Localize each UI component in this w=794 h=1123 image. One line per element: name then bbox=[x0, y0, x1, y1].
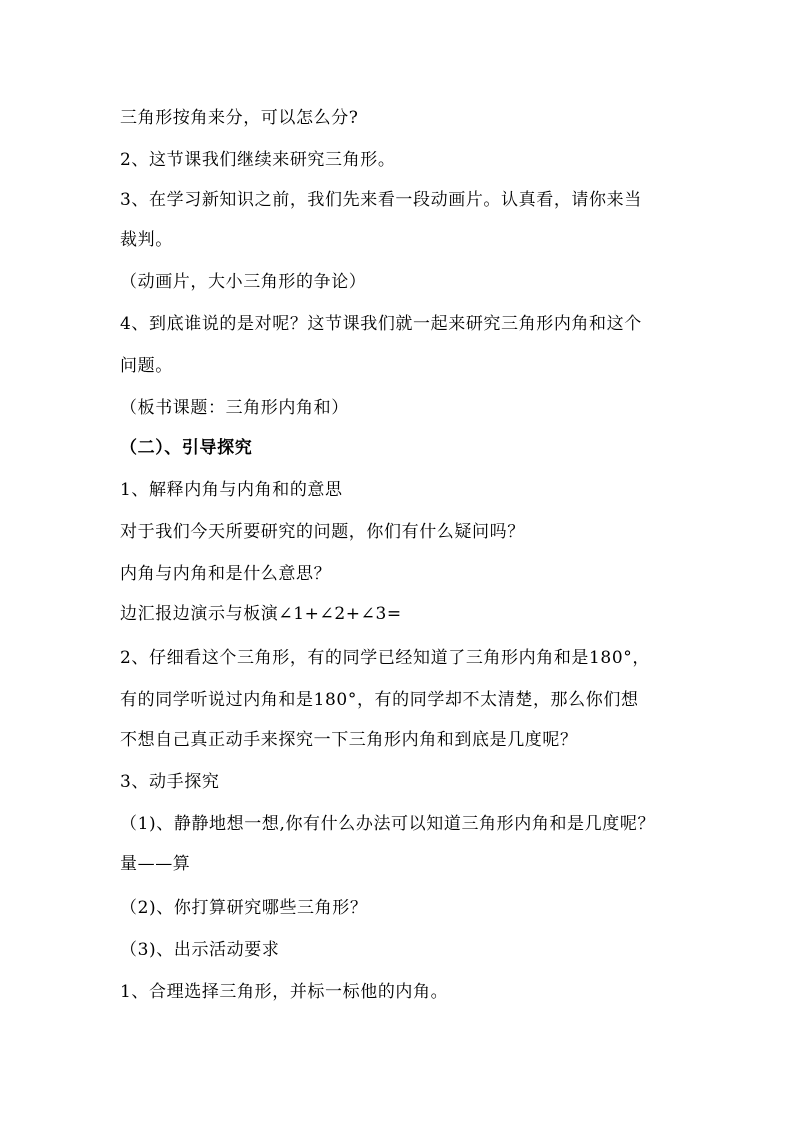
text-line: 边汇报边演示与板演∠1+∠2+∠3= bbox=[120, 604, 402, 624]
text-line: （1)、静静地想一想,你有什么办法可以知道三角形内角和是几度呢？ bbox=[120, 814, 656, 834]
text-line: （3)、出示活动要求 bbox=[120, 940, 280, 960]
text-line: 3、动手探究 bbox=[120, 772, 220, 792]
text-line: 内角与内角和是什么意思？ bbox=[120, 564, 332, 584]
section-heading: （二）、引导探究 bbox=[120, 438, 253, 458]
text-line: （2)、你打算研究哪些三角形？ bbox=[120, 898, 368, 918]
text-line: 有的同学听说过内角和是180°，有的同学却不太清楚，那么你们想 bbox=[120, 690, 639, 710]
text-line: 2、这节课我们继续来研究三角形。 bbox=[120, 150, 396, 170]
text-line: 裁判。 bbox=[120, 230, 173, 250]
text-line: （动画片，大小三角形的争论） bbox=[120, 272, 367, 292]
text-line: 问题。 bbox=[120, 356, 173, 376]
text-line: 不想自己真正动手来探究一下三角形内角和到底是几度呢？ bbox=[120, 730, 578, 750]
text-line: 1、合理选择三角形，并标一标他的内角。 bbox=[120, 982, 449, 1002]
text-line: 2、仔细看这个三角形，有的同学已经知道了三角形内角和是180°， bbox=[120, 648, 650, 668]
text-line: 对于我们今天所要研究的问题，你们有什么疑问吗？ bbox=[120, 522, 525, 542]
text-line: 3、在学习新知识之前，我们先来看一段动画片。认真看，请你来当 bbox=[120, 190, 642, 210]
text-line: 三角形按角来分，可以怎么分? bbox=[120, 108, 359, 128]
text-line: 量——算 bbox=[120, 854, 191, 874]
text-line: （板书课题：三角形内角和） bbox=[120, 398, 349, 418]
text-line: 4、到底谁说的是对呢？这节课我们就一起来研究三角形内角和这个 bbox=[120, 314, 642, 334]
text-line: 1、解释内角与内角和的意思 bbox=[120, 480, 343, 500]
